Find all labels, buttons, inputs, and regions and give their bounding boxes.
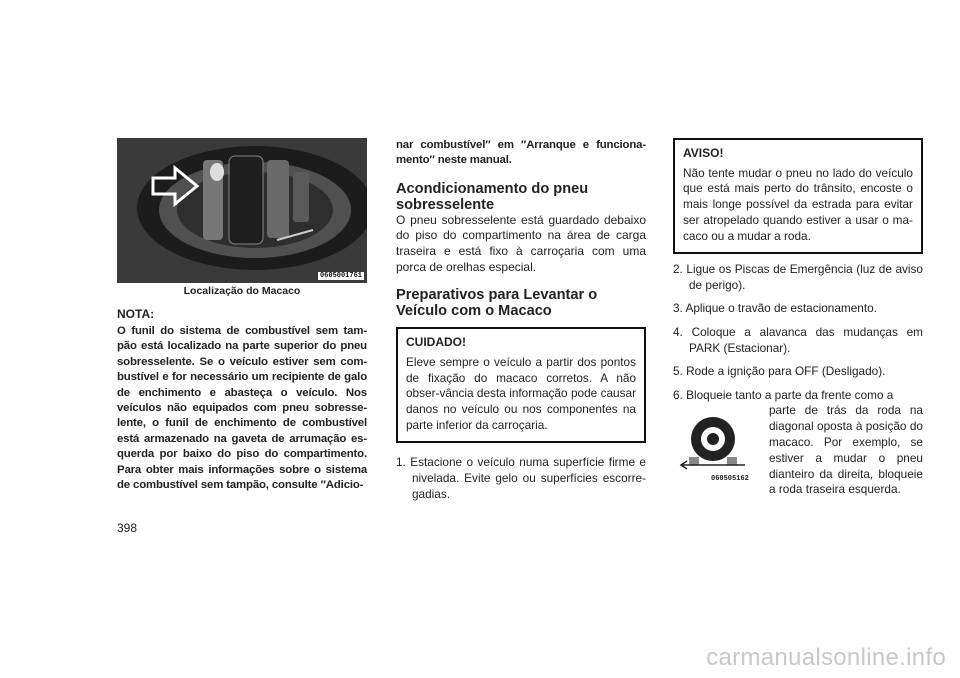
- jack-location-photo: [117, 138, 367, 283]
- step-item: 5. Rode a ignição para OFF (Desligado).: [673, 364, 886, 379]
- figure-id: 060505162: [711, 475, 749, 484]
- note-text: O funil do sistema de combustível sem tam-pão está localizado na parte superior do pneu sobresselente. Se o veículo estiver sem com-bustível e for necessário um recipiente de galo de enchimento e abasteça o veículo. Nos veículos não equipados com pneu sobresse-lente, o funil de enchimento de combustível está armazenado na gaveta de arrumação es-querda por baixo do piso do compartimento. Para obter mais informações sobre o sistema de combustível sem tampão, consulte ″Adicio-: [117, 325, 367, 492]
- warning-text: Não tente mudar o pneu no lado do veículo que está mais perto do trânsito, encoste o mais longe possível da estrada para evitar ser atropelado quando estiver a usar o ma-caco ou a mudar a roda.: [683, 165, 913, 243]
- figure-id: 0605001761: [319, 272, 362, 280]
- section-text: O pneu sobresselente está guardado debaixo do piso do compartimento na área de carga traseira e está fixo à carroçaria com uma porca de orelhas especial.: [396, 212, 646, 274]
- figure-caption: Localização do Macaco: [183, 285, 301, 297]
- step-item: 2. Ligue os Piscas de Emergência (luz de aviso de perigo).: [673, 262, 923, 292]
- step-6-block: [673, 403, 923, 498]
- right-column: [673, 138, 923, 498]
- step-item: 4. Coloque a alavanca das mudanças em PARK (Estacionar).: [673, 325, 923, 355]
- left-column: [117, 138, 367, 493]
- middle-column: [396, 138, 646, 502]
- wheel-chock-figure: [673, 403, 769, 495]
- section-heading: Acondicionamento do pneu sobresselente: [396, 180, 589, 213]
- caution-box: [396, 327, 646, 443]
- section-heading: Preparativos para Levantar o Veículo com o Macaco: [396, 287, 598, 320]
- step-item: 1. Estacione o veículo numa superfície firme e nivelada. Evite gelo ou superfícies escorre-gadias.: [396, 455, 646, 501]
- caution-title: CUIDADO!: [406, 335, 466, 350]
- step-item: 3. Aplique o travão de estacionamento.: [673, 301, 877, 316]
- caution-text: Eleve sempre o veículo a partir dos pontos de fixação do macaco corretos. A não obser-vância desta informação pode causar danos no veículo ou nos componentes na parte inferior da carroçaria.: [406, 354, 636, 432]
- step-item-lead: 6. Bloqueie tanto a parte da frente como a: [673, 387, 894, 402]
- page-number: 398: [117, 521, 138, 535]
- note-title: NOTA:: [117, 307, 155, 321]
- warning-title: AVISO!: [683, 146, 724, 160]
- warning-box: [673, 138, 923, 254]
- note-text-continued: nar combustível″ em ″Arranque e funciona-mento″ neste manual.: [396, 139, 646, 167]
- watermark: carmanualsonline.info: [706, 644, 946, 671]
- step-6-text: parte de trás da roda na diagonal oposta à posição do macaco. Por exemplo, se estiver a mudar o pneu dianteiro da direita, bloqueie a roda traseira esquerda.: [769, 403, 923, 497]
- spare-tire-well-image: [117, 138, 367, 283]
